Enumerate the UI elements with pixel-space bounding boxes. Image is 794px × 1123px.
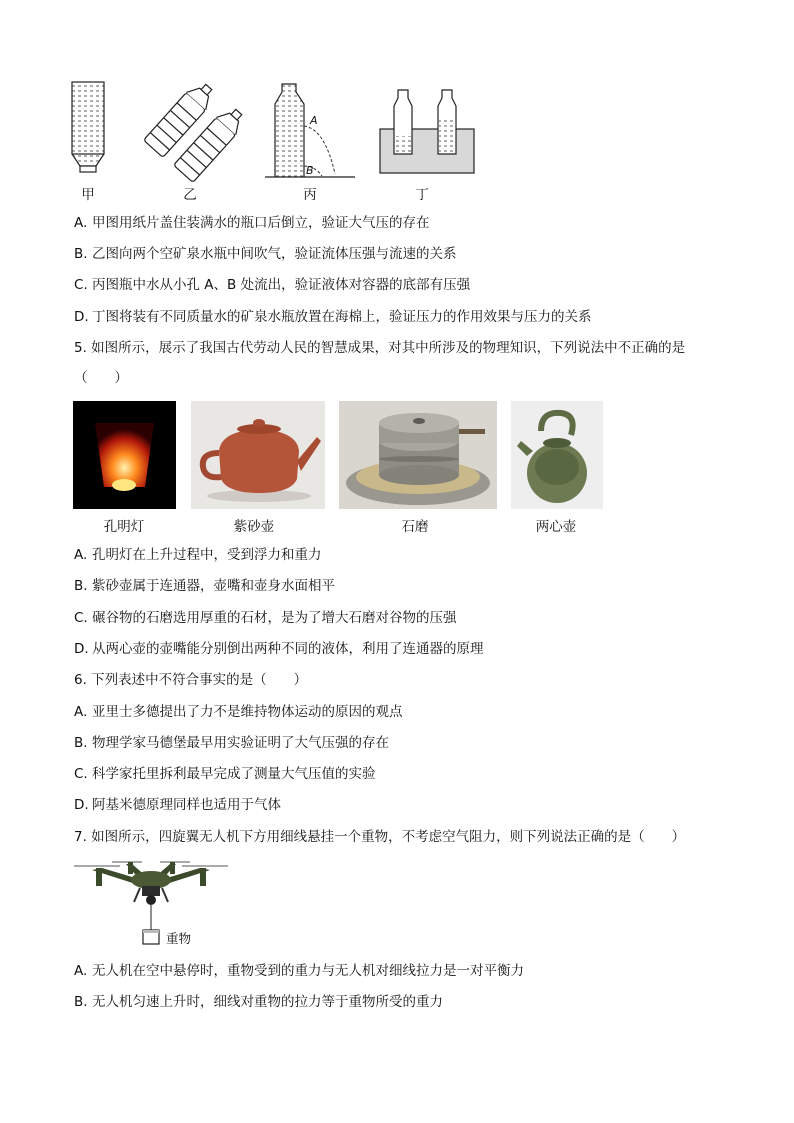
q7-stem: 7. 如图所示，四旋翼无人机下方用细线悬挂一个重物，不考虑空气阻力，则下列说法正确的是（ ） (74, 829, 686, 845)
bottle-jia (72, 82, 104, 172)
photo-stone-mill (339, 401, 497, 509)
photo-label-zisha: 紫砂壶 (233, 519, 275, 535)
photo-label-liangxin: 两心壶 (535, 519, 577, 535)
q5-blank: （ ） (74, 370, 128, 386)
photo-zisha-teapot (191, 401, 325, 509)
q6-option-a: A. 亚里士多德提出了力不是维持物体运动的原因的观点 (74, 704, 403, 720)
figure-ding (372, 84, 482, 179)
q6-option-d: D. 阿基米德原理同样也适用于气体 (74, 797, 281, 813)
point-a-label: A (310, 114, 318, 127)
q7-option-a: A. 无人机在空中悬停时，重物受到的重力与无人机对细线拉力是一对平衡力 (74, 963, 524, 979)
q6-option-c: C. 科学家托里拆利最早完成了测量大气压值的实验 (74, 766, 376, 782)
photo-label-shimo: 石磨 (401, 519, 429, 535)
q6-option-b: B. 物理学家马德堡最早用实验证明了大气压强的存在 (74, 735, 389, 751)
figure-label-yi: 乙 (183, 187, 197, 203)
figure-label-jia: 甲 (81, 187, 95, 203)
q5-option-a: A. 孔明灯在上升过程中，受到浮力和重力 (74, 547, 322, 563)
point-b-label: B (306, 164, 314, 177)
figure-bottles (60, 74, 380, 184)
photo-label-kongming: 孔明灯 (103, 519, 145, 535)
q6-stem: 6. 下列表述中不符合事实的是（ ） (74, 672, 308, 688)
q4-option-c: C. 丙图瓶中水从小孔 A、B 处流出，验证液体对容器的底部有压强 (74, 277, 471, 293)
bottle-bing (265, 84, 355, 177)
q5-option-d: D. 从两心壶的壶嘴能分别倒出两种不同的液体，利用了连通器的原理 (74, 641, 484, 657)
figure-label-bing: 丙 (303, 187, 317, 203)
q5-stem: 5. 如图所示，展示了我国古代劳动人民的智慧成果，对其中所涉及的物理知识，下列说法中不正确的是 (74, 340, 686, 356)
q4-option-d: D. 丁图将装有不同质量水的矿泉水瓶放置在海棉上，验证压力的作用效果与压力的关系 (74, 309, 592, 325)
q7-option-b: B. 无人机匀速上升时，细线对重物的拉力等于重物所受的重力 (74, 994, 443, 1010)
drone-figure (72, 856, 232, 951)
photo-liangxin-pot (511, 401, 603, 509)
photo-kongming-lantern (73, 401, 176, 509)
q5-option-b: B. 紫砂壶属于连通器，壶嘴和壶身水面相平 (74, 578, 335, 594)
figure-label-ding: 丁 (415, 187, 429, 203)
q5-option-c: C. 碾谷物的石磨选用厚重的石材，是为了增大石磨对谷物的压强 (74, 610, 457, 626)
q4-option-a: A. 甲图用纸片盖住装满水的瓶口后倒立，验证大气压的存在 (74, 215, 430, 231)
weight-label: 重物 (166, 931, 192, 946)
q4-option-b: B. 乙图向两个空矿泉水瓶中间吹气，验证流体压强与流速的关系 (74, 246, 457, 262)
bottles-yi (144, 78, 249, 182)
